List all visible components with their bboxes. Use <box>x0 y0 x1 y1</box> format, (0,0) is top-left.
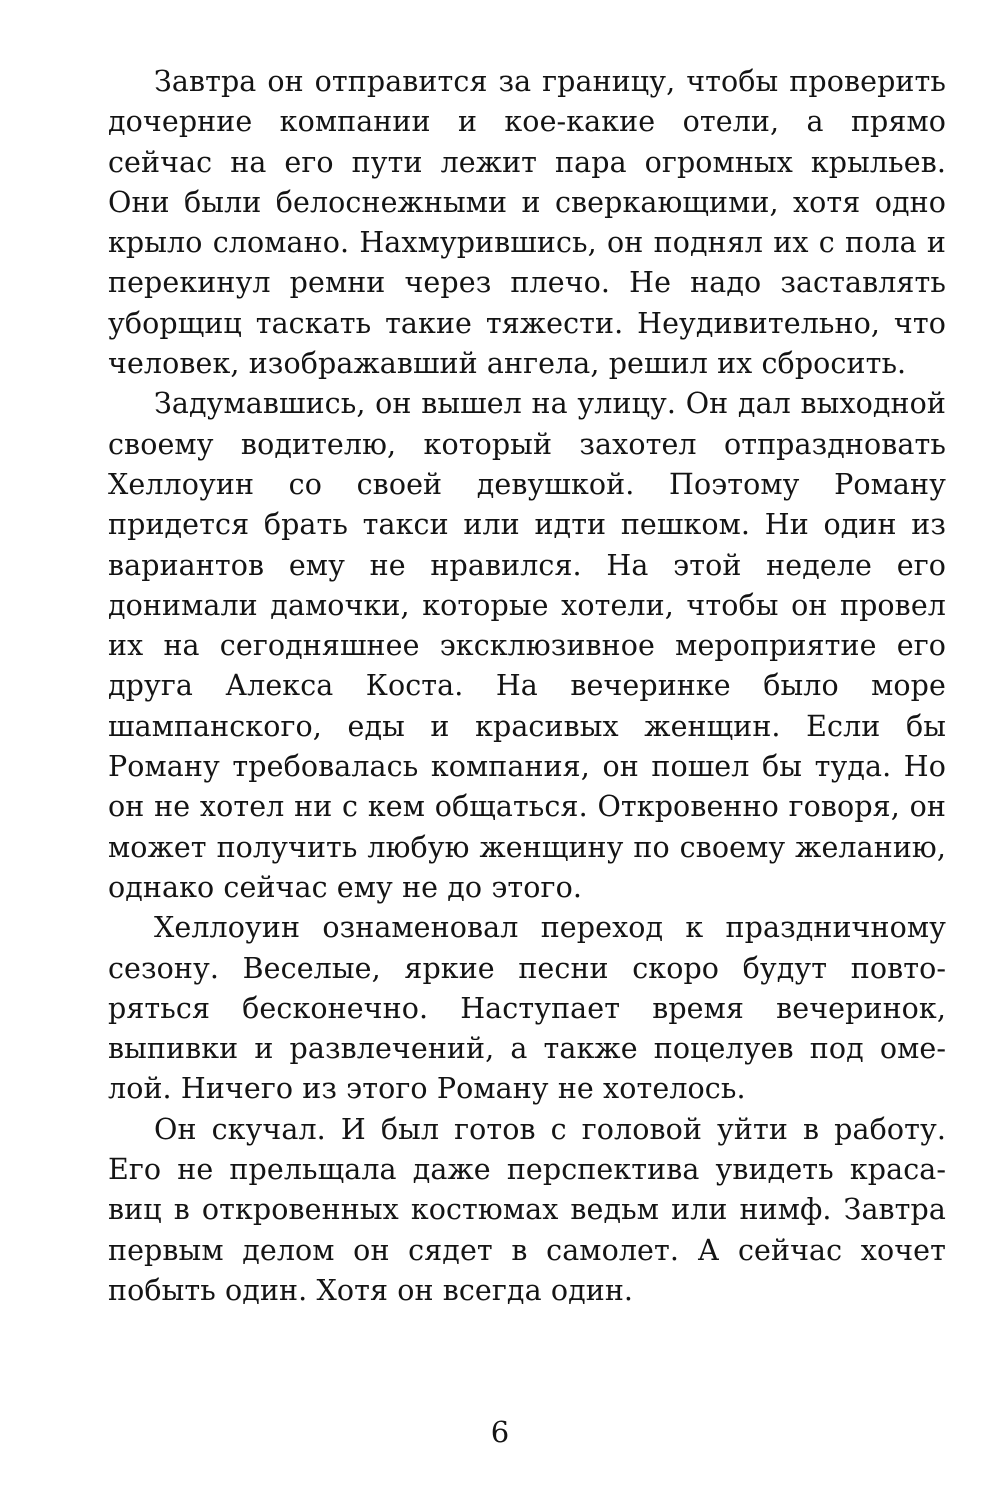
paragraph-4: Он скучал. И был готов с головой уйти в работу. Его не прельщала даже перспектива увидеть красавиц в откровенных костюмах ведьм или нимф. Завтра первым делом он сядет в самолет. А сейчас хочет побыть один. Хотя он всегда один. <box>108 1112 946 1307</box>
page-number: 6 <box>490 1415 510 1449</box>
paragraph-2: Задумавшись, он вышел на улицу. Он дал выходной своему водителю, который захотел отпраздновать Хеллоуин со своей девушкой. Поэтому Роману придется брать такси или идти пешком. Ни один из вариантов ему не нравился. На этой неделе его донимали дамочки, которые хотели, чтобы он провел их на сегодняшнее эксклюзивное мероприятие его друга Алекса Коста. На вечеринке было море шампанского, еды и красивых женщин. Если бы Роману требовалась компания, он пошел бы туда. Но он не хотел ни с кем общаться. Откровенно говоря, он может получить любую женщину по своему желанию, однако сейчас ему не до этого. <box>108 387 946 904</box>
book-page-text <box>108 62 946 1311</box>
paragraph-3: Хеллоуин ознаменовал переход к праздничному сезону. Веселые, яркие песни скоро будут повторяться бесконечно. Наступает время вечеринок, выпивки и развлечений, а также поцелуев под омелой. Ничего из этого Роману не хотелось. <box>108 911 946 1106</box>
paragraph-1: Завтра он отправится за границу, чтобы проверить дочерние компании и кое-какие отели, а прямо сейчас на его пути лежит пара огромных крыльев. Они были белоснежными и сверкающими, хотя одно крыло сломано. Нахмурившись, он поднял их с пола и перекинул ремни через плечо. Не надо заставлять уборщиц таскать такие тяжести. Неудивительно, что человек, изображавший ангела, решил их сбросить. <box>108 65 946 381</box>
